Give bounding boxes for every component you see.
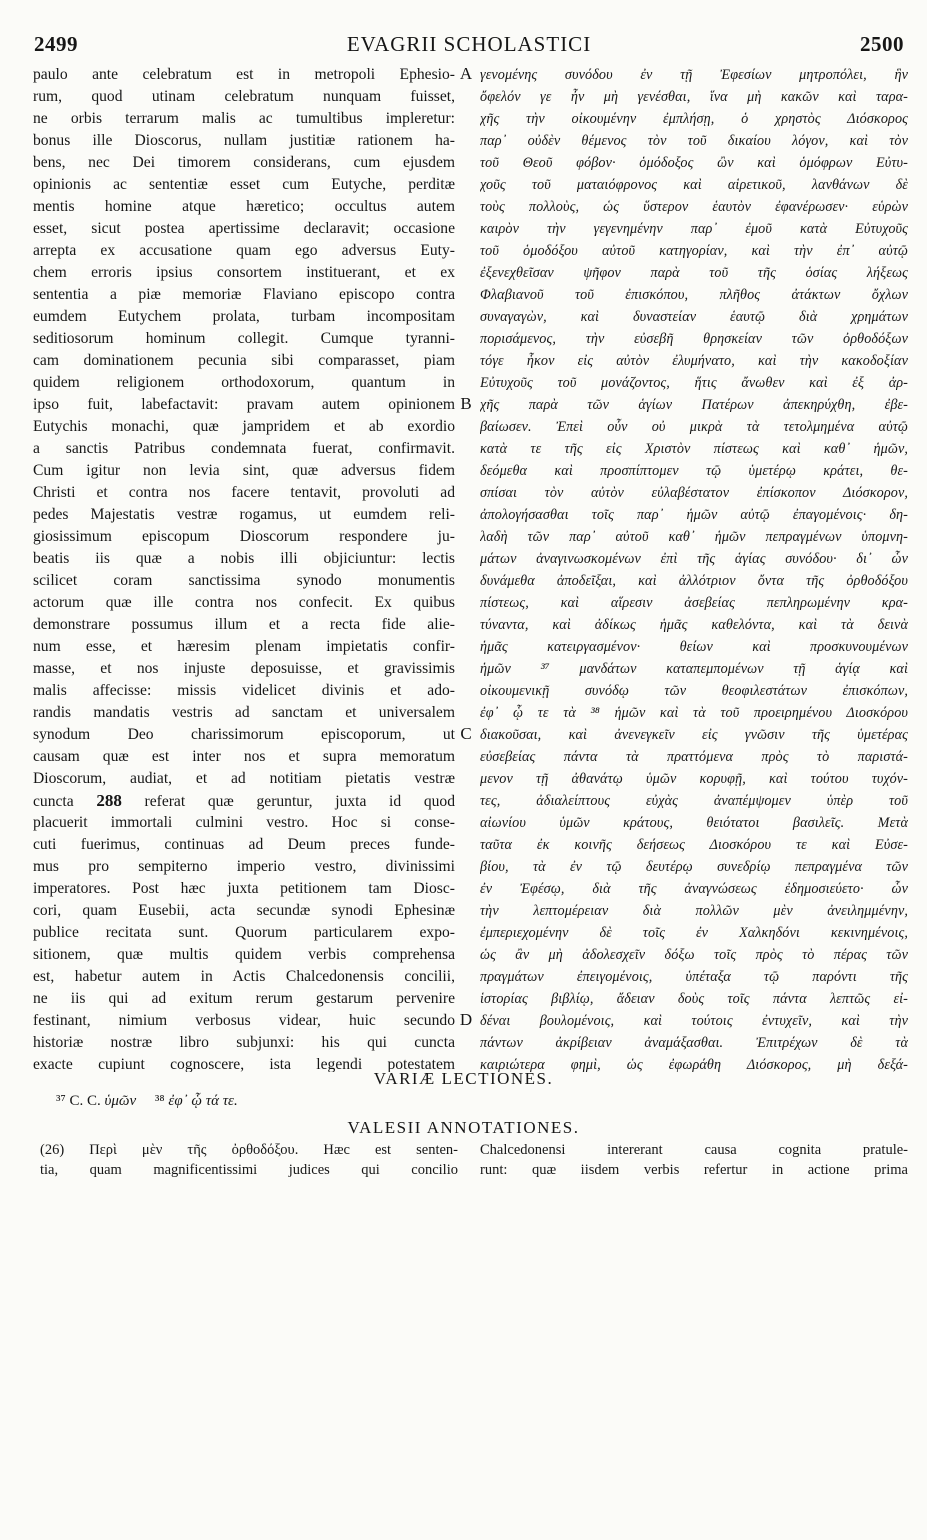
greek-text-line: χοῦς τοῦ ματαιόφρονος καὶ αἱρετικοῦ, λανθάνων δὲ	[480, 177, 908, 193]
annotation-line: runt: quæ iisdem verbis refertur in actione prima	[480, 1162, 908, 1178]
greek-text-line: οἰκουμενικῇ συνόδῳ τῶν θεοφιλεστάτων ἐπισκόπων,	[480, 683, 908, 699]
greek-text-line: τόγε ἧκον εἰς αὐτὸν ἐλυμήνατο, καὶ τὴν κακοδοξίαν	[480, 353, 908, 369]
annotation-right-column	[480, 1140, 908, 1184]
greek-text-line: δυνάμεθα ἀποδεῖξαι, καὶ ἀλλότριον ὄντα τῆς ὀρθοδόξου	[480, 573, 908, 589]
greek-text-line: διακοῦσαι, καὶ ἀνενεγκεῖν εἰς γνῶσιν τῆς ὑμετέρας	[480, 727, 908, 743]
greek-text-line: αἰωνίου ὑμῶν κράτους, θειότατοι βασιλεῖς. Μετὰ	[480, 815, 908, 831]
greek-text-line: κατὰ τε τῆς εἰς Χριστὸν πίστεως καὶ καθ᾽ ἡμῶν,	[480, 441, 908, 457]
greek-column	[480, 64, 908, 1072]
greek-text-line: χῆς παρὰ τῶν ἁγίων Πατέρων ἀπεκηρύχθη, ἐβε-	[480, 397, 908, 413]
annotation-line: (26) Περὶ μὲν τῆς ὀρθοδόξου. Hæc est senten-	[40, 1142, 458, 1158]
latin-text-line: est, habetur autem in Actis Chalcedonensis concilii,	[33, 968, 455, 985]
latin-text-line: demonstrare possumus illum et a recta fide alie-	[33, 616, 455, 633]
greek-text-line: ἡμᾶς κατειργασμένον· θείων καὶ προσκυνουμένων	[480, 639, 908, 655]
latin-text-line: Christi et contra nos facere tentavit, provoluti ad	[33, 484, 455, 501]
greek-text-line: συναγαγὼν, καὶ δυναστείαν ἑαυτῷ διὰ χρημάτων	[480, 309, 908, 325]
variant-37-number: ³⁷	[56, 1093, 66, 1109]
annotation-line: tia, quam magnificentissimi judices qui concilio	[40, 1162, 458, 1178]
greek-text-line: γενομένης συνόδου ἐν τῇ Ἐφεσίων μητροπόλει, ἣν	[480, 67, 908, 83]
greek-text-line: μενον τῇ ἀθανάτῳ ὑμῶν κορυφῇ, καὶ τούτου τυχόν-	[480, 771, 908, 787]
variae-lectiones-line	[56, 1093, 238, 1110]
latin-text-line: a sanctis Patribus condemnata fuerat, confirmavit.	[33, 440, 455, 457]
greek-text-line: ἐν Ἐφέσῳ, διὰ τῆς ἀναγνώσεως ἐδημοσιεύετο· ὧν	[480, 881, 908, 897]
migne-column-number: 288	[96, 791, 122, 810]
latin-text-line: scilicet coram sanctissima synodo monumentis	[33, 572, 455, 589]
greek-text-line: τύναντα, καὶ ἀδίκως ἡμᾶς καθελόντα, καὶ τὰ δεινὰ	[480, 617, 908, 633]
latin-text-line: eumdem Eutychem prolata, turbam incompositam	[33, 308, 455, 325]
latin-text-line: opinionis ac sententiæ esset cum Eutyche, perditæ	[33, 176, 455, 193]
variant-38-reading: ἐφ᾽ ᾧ τά τε.	[168, 1093, 238, 1109]
latin-text-line: Cum igitur non levia sint, quæ adversus fidem	[33, 462, 455, 479]
latin-text-line: ne iis qui ad exitum rerum gestarum pervenire	[33, 990, 455, 1007]
latin-text-line: ipso fuit, labefactavit: pravam autem opinionem	[33, 396, 455, 413]
annotation-line: Chalcedonensi intererant causa cognita pratule-	[480, 1142, 908, 1158]
greek-text-line: λαδὴ τῶν παρ᾽ αὐτοῦ καθ᾽ ἡμῶν πεπραγμένων ὑπομνη-	[480, 529, 908, 545]
latin-text-line: masse, et nos injuste deposuisse, et gravissimis	[33, 660, 455, 677]
greek-text-line: ἀπολογήσασθαι τοῖς παρ᾽ ἡμῶν αὐτῷ ἐπαγομένοις· δη-	[480, 507, 908, 523]
greek-text-line: ὄφελόν γε ἦν μὴ γενέσθαι, ἵνα μὴ κακῶν καὶ ταρα-	[480, 89, 908, 105]
page-number-left: 2499	[34, 32, 78, 56]
variae-lectiones-title: VARIÆ LECTIONES.	[373, 1069, 554, 1088]
latin-text-line: rum, quod utinam celebratum nunquam fuisset,	[33, 88, 455, 105]
latin-text-fragment: cuncta	[33, 793, 74, 810]
latin-text-line: bonus ille Dioscorus, nullam justitiæ rationem ha-	[33, 132, 455, 149]
latin-text-line: arrepta ex accusatione quam ego adversus Euty-	[33, 242, 455, 259]
latin-text-line: exacte cupiunt cognoscere, ista legendi potestatem	[33, 1056, 455, 1072]
greek-text-line: τες, ἀδιαλείπτους εὐχὰς ἀναπέμψομεν ὑπὲρ τοῦ	[480, 793, 908, 809]
latin-text-line: seditiosorum hominum collegit. Cumque tyranni-	[33, 330, 455, 347]
greek-text-line: πίστεως, καὶ αἵρεσιν ἀσεβείας πεπληρωμένην κρα-	[480, 595, 908, 611]
greek-text-line: τοῦ ὁμοδόξου αὐτοῦ κατηγορίαν, καὶ τὴν ἐπ᾽ αὐτῷ	[480, 243, 908, 259]
annotation-left-column	[40, 1140, 458, 1184]
greek-text-line: ἐμπεριεχομένην δὲ τοῖς ἐν Χαλκηδόνι κεκινημένοις,	[480, 925, 908, 941]
greek-text-line: πραγμάτων ἐπειγομένοις, ὑπέταξα τῷ παρόντι τῆς	[480, 969, 908, 985]
greek-text-line: τὴν λεπτομέρειαν διὰ πολλῶν μὲν ἀνειλημμένην,	[480, 903, 908, 919]
greek-text-line: χῆς τὴν οἰκουμένην ἐμπλήσῃ, ὁ χρηστὸς Διόσκορος	[480, 111, 908, 127]
greek-text-line: βίου, τὰ ἐν τῷ δευτέρῳ συνεδρίῳ πεπραγμένα τῶν	[480, 859, 908, 875]
margin-marker-a: A	[459, 64, 473, 83]
latin-text-line: paulo ante celebratum est in metropoli Ephesio-	[33, 66, 455, 83]
latin-text-line: causam quæ est inter nos et supra memoratum	[33, 748, 455, 765]
latin-text-line: synodum Deo charissimorum episcoporum, ut	[33, 726, 455, 743]
greek-text-line: καιρὸν τὴν γεγενημένην παρ᾽ ἐμοῦ κατὰ Εὐτυχοῦς	[480, 221, 908, 237]
latin-text-line: quidem religionem orthodoxorum, quantum in	[33, 374, 455, 391]
latin-text-line: cuti fuerimus, continuas ad Deum preces funde-	[33, 836, 455, 853]
margin-marker-c: C	[460, 724, 472, 743]
latin-text-line: Eutychis monachi, quæ jampridem et ab exordio	[33, 418, 455, 435]
greek-text-line: Φλαβιανοῦ τοῦ ἐπισκόπου, πλῆθος ἀτάκτων ὄχλων	[480, 287, 908, 303]
valesii-annotationes-title: VALESII ANNOTATIONES.	[347, 1118, 580, 1137]
latin-text-line: num esse, et hæresim plenam impietatis confir-	[33, 638, 455, 655]
greek-text-line: δεόμεθα καὶ προσπίπτομεν τῷ ὑμετέρῳ κράτει, θε-	[480, 463, 908, 479]
latin-text-line	[33, 790, 455, 812]
latin-text-line: Dioscorum, audiat, et ad notitiam pietatis vestræ	[33, 770, 455, 787]
latin-text-line: bens, nec Dei timorem considerans, cum ejusdem	[33, 154, 455, 171]
latin-text-line: festinant, nimium verbosus videar, huic secundo	[33, 1012, 455, 1029]
latin-text-line: imperatores. Post hæc juxta petitionem tam Diosc-	[33, 880, 455, 897]
variant-38-number: ³⁸	[154, 1093, 165, 1109]
page-header	[34, 32, 904, 62]
latin-text-line: actorum quæ ille contra nos confecit. Ex quibus	[33, 594, 455, 611]
page-number-right: 2500	[860, 32, 904, 56]
greek-text-line: ἐφ᾽ ᾧ τε τὰ ³⁸ ἡμῶν καὶ τὰ τοῦ προειρημένου Διοσκόρου	[480, 705, 908, 721]
latin-text-line: placuerit immortali culmini vestro. Hoc si conse-	[33, 814, 455, 831]
greek-text-line: πάντων ἀκρίβειαν ἀναμάξασθαι. Ἐπιτρέχων δὲ τὰ	[480, 1035, 908, 1051]
latin-column	[33, 64, 455, 1072]
greek-text-line: δέναι βουλομένοις, καὶ τούτοις ἐντυχεῖν, καὶ τὴν	[480, 1013, 908, 1029]
latin-text-line: cam dominationem pecunia sibi comparasset, piam	[33, 352, 455, 369]
latin-text-line: sitionem, quæ multis quidem verbis comprehensa	[33, 946, 455, 963]
greek-text-line: βαίωσεν. Ἐπεὶ οὖν οὐ μικρὰ τὰ τετολμημένα αὐτῷ	[480, 419, 908, 435]
latin-text-line: publice recitata sunt. Quorum particularem expo-	[33, 924, 455, 941]
greek-text-line: ταῦτα ἐκ κοινῆς δεήσεως Διοσκόρου τε καὶ Εὐσε-	[480, 837, 908, 853]
greek-text-line: τοῦ Θεοῦ φόβον· ὁμόδοξος ὢν καὶ ὁμόφρων Εὐτυ-	[480, 155, 908, 171]
margin-marker-d: D	[459, 1010, 473, 1029]
latin-text-line: sententia a piæ memoriæ Flaviano episcopo contra	[33, 286, 455, 303]
greek-text-line: ὡς ἂν μὴ ἀδολεσχεῖν δόξω τοῖς πρὸς τὸ πέρας τῶν	[480, 947, 908, 963]
latin-text-line: giosissimum episcopum Dioscorum respondere ju-	[33, 528, 455, 545]
variant-37-source: C. C.	[69, 1093, 101, 1109]
running-title: EVAGRII SCHOLASTICI	[346, 32, 592, 56]
latin-text-line: mus pro sempiterno imperio vestro, divinissimi	[33, 858, 455, 875]
latin-text-line: mentis homine atque hæretico; occultus autem	[33, 198, 455, 215]
latin-text-line: ne orbis terrarum malis ac tumultibus impleretur:	[33, 110, 455, 127]
greek-text-line: ἱστορίας βιβλίῳ, ἄδειαν δοὺς τοῖς πάντα λεπτῶς εἰ-	[480, 991, 908, 1007]
latin-text-line: historiæ nostræ libro subjunxi: his qui cuncta	[33, 1034, 455, 1051]
latin-text-line: chem erroris ipsius consortem instituerant, et ex	[33, 264, 455, 281]
latin-text-line: esset, sicut postea apertissime declaravit; occasione	[33, 220, 455, 237]
greek-text-line: εὐσεβείας πάντα τὰ πραττόμενα πρὸς τὸ παριστά-	[480, 749, 908, 765]
greek-text-line: ἐξενεχθεῖσαν ψῆφον παρὰ τοῦ τῆς ὁσίας λήξεως	[480, 265, 908, 281]
latin-text-line: randis mandatis vestris ad sanctam et universalem	[33, 704, 455, 721]
greek-text-line: παρ᾽ οὐδὲν θέμενος τὸν τοῦ δικαίου λόγον, καὶ τὸν	[480, 133, 908, 149]
latin-text-line: malis affecisse: missis videlicet divinis et ado-	[33, 682, 455, 699]
greek-text-line: πορισάμενος, τὴν εὐσεβῆ θρησκείαν τῶν ὀρθοδόξων	[480, 331, 908, 347]
latin-text-line: beatis iis quæ a nobis illi objiciuntur: lectis	[33, 550, 455, 567]
latin-text-fragment: referat quæ geruntur, juxta id quod	[144, 793, 455, 810]
greek-text-line: μάτων ἀναγινωσκομένων ἐπὶ τῆς ἁγίας συνόδου· δι᾽ ὧν	[480, 551, 908, 567]
greek-text-line: ἡμῶν ³⁷ μανδάτων καταπεμπομένων τῇ ἁγίᾳ καὶ	[480, 661, 908, 677]
latin-text-line: cori, quam Eusebii, acta secundæ synodi Ephesinæ	[33, 902, 455, 919]
variant-37-reading: ὑμῶν	[104, 1093, 137, 1109]
greek-text-line: σπίσαι τὸν αὐτὸν εὐλαβέστατον ἐπίσκοπον Διόσκορον,	[480, 485, 908, 501]
greek-text-line: Εὐτυχοῦς τοῦ μονάζοντος, ἥτις ἄνωθεν καὶ ἐξ ἀρ-	[480, 375, 908, 391]
latin-text-line: pedes Majestatis vestræ rogamus, ut eumdem reli-	[33, 506, 455, 523]
greek-text-line: καιριώτερα φημὶ, ὡς ἐφωράθη Διόσκορος, μὴ δεξά-	[480, 1057, 908, 1072]
greek-text-line: τοὺς πολλοὺς, ὡς ὕστερον ἑαυτὸν ἐφανέρωσεν· εὑρὼν	[480, 199, 908, 215]
margin-marker-b: B	[460, 394, 472, 413]
